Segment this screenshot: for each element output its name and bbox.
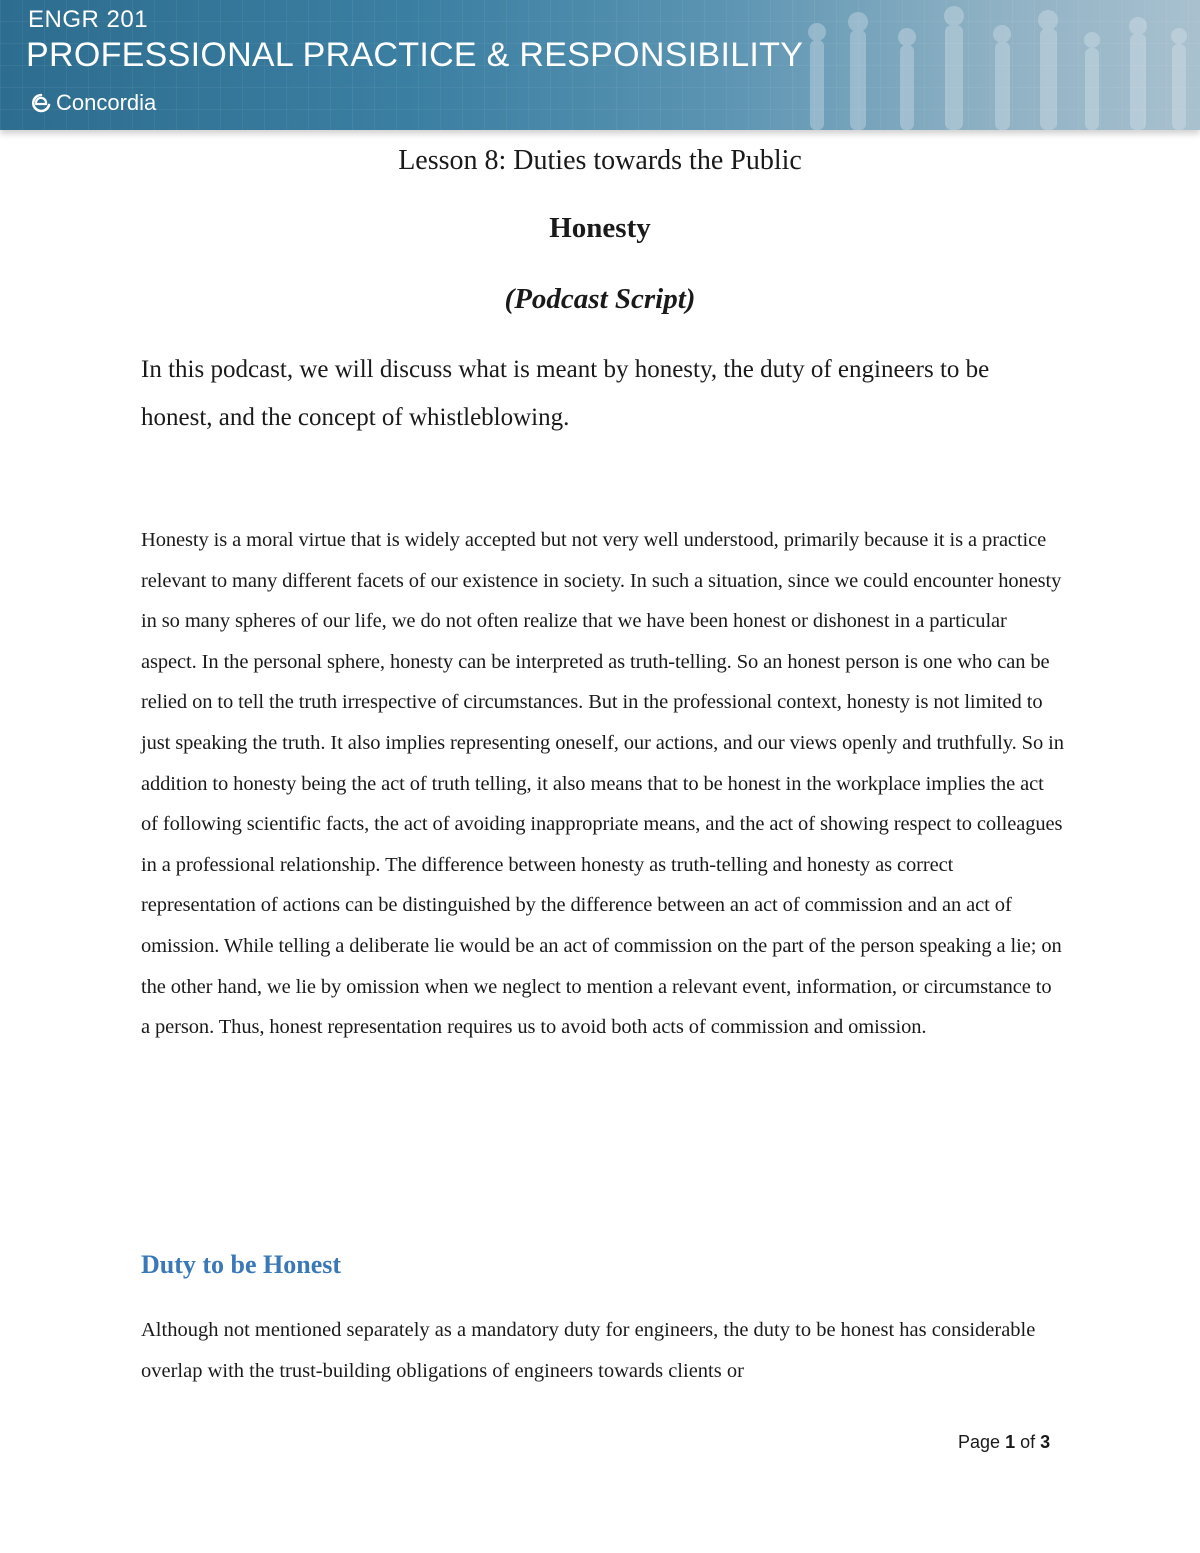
topic-title: Honesty bbox=[549, 212, 651, 244]
course-code: ENGR 201 bbox=[28, 6, 149, 33]
intro-paragraph: In this podcast, we will discuss what is meant by honesty, the duty of engineers to be honest, and the concept of whistleblowing. bbox=[141, 356, 990, 431]
people-silhouettes-icon bbox=[780, 0, 1200, 130]
econcordia-logo-icon bbox=[28, 90, 54, 116]
lesson-title: Lesson 8: Duties towards the Public bbox=[398, 145, 802, 176]
body-paragraph: Although not mentioned separately as a mandatory duty for engineers, the duty to be honest has considerable overlap with the trust-building obligations of engineers towards clients or bbox=[141, 1319, 1036, 1382]
brand-logo bbox=[28, 90, 156, 116]
course-title: PROFESSIONAL PRACTICE & RESPONSIBILITY bbox=[26, 36, 804, 74]
page-current: 1 bbox=[1005, 1432, 1016, 1452]
section-heading: Duty to be Honest bbox=[141, 1250, 342, 1279]
body-paragraph: Honesty is a moral virtue that is widely accepted but not very well understood, primarily because it is a practice relevant to many different facets of our existence in society. In such a situation, since we could encounter honesty in so many spheres of our life, we do not often realize that we have been honest or dishonest in a particular aspect. In the personal sphere, honesty can be interpreted as truth-telling. So an honest person is one who can be relied on to tell the truth irrespective of circumstances. But in the professional context, honesty is not limited to just speaking the truth. It also implies representing oneself, our actions, and our views openly and truthfully. So in addition to honesty being the act of truth telling, it also means that to be honest in the workplace implies the act of following scientific facts, the act of avoiding inappropriate means, and the act of showing respect to colleagues in a professional relationship. The difference between honesty as truth-telling and honesty as correct representation of actions can be distinguished by the difference between an act of commission and an act of omission. While telling a deliberate lie would be an act of commission on the part of the person speaking a lie; on the other hand, we lie by omission when we neglect to mention a relevant event, information, or circumstance to a person. Thus, honest representation requires us to avoid both acts of commission and omission. bbox=[141, 529, 1064, 1039]
page-total: 3 bbox=[1040, 1432, 1051, 1452]
page-of: of bbox=[1020, 1432, 1036, 1452]
course-banner bbox=[0, 0, 1200, 130]
brand-name: Concordia bbox=[56, 90, 157, 115]
page-label: Page bbox=[958, 1432, 1001, 1452]
document-subtitle: (Podcast Script) bbox=[504, 283, 696, 315]
page-number bbox=[958, 1432, 1050, 1453]
